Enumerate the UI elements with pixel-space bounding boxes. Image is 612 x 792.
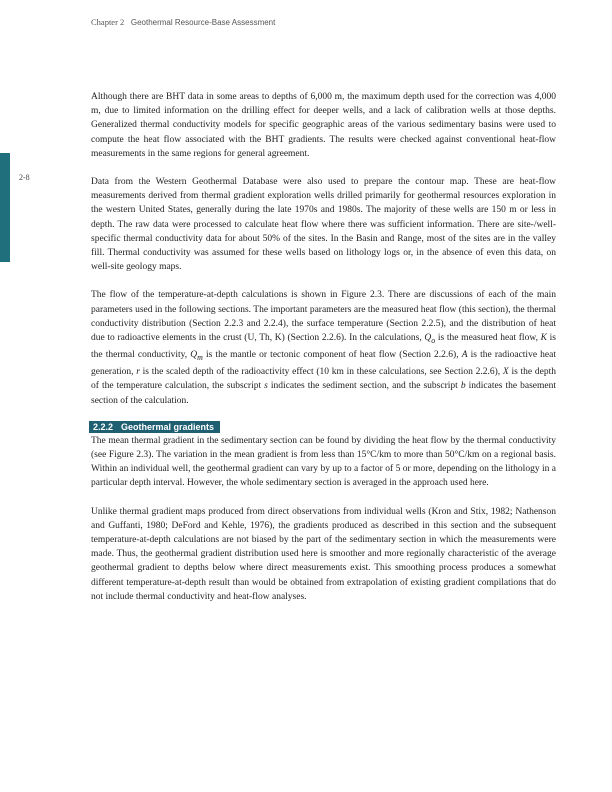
chapter-label: Chapter 2: [91, 17, 125, 27]
paragraph-western-database: Data from the Western Geothermal Database were also used to prepare the contour map. These are heat-flow measurements derived from thermal gradient exploration wells drilled primarily for geothermal resources exploration in the western United States, generally during the late 1970s and 1980s. The majority of these wells are 150 m or less in depth. The raw data were processed to calculate heat flow where there was sufficient information. There are site-/well-specific thermal conductivity data for about 50% of the sites. In the Basin and Range, most of the sites are in the valley fill. Thermal conductivity was assumed for these wells based on lithology logs or, in the absence of even this data, on well-site geology maps.: [91, 177, 556, 273]
section-heading: [89, 421, 220, 433]
paragraph-mean-gradient: The mean thermal gradient in the sedimentary section can be found by dividing the heat flow by the thermal conductivity (see Figure 2.3). The variation in the mean gradient is from less than 15°C/km to more than 50°C/km on a regional basis. Within an individual well, the geothermal gradient can vary by up to a factor of 5 or more, depending on the lithology in a particular depth interval. However, the whole sedimentary section is averaged in the approach used here.: [91, 435, 556, 489]
page-body: [91, 90, 556, 604]
chapter-title: Geothermal Resource-Base Assessment: [130, 18, 276, 27]
paragraph-calculation-flow: The flow of the temperature-at-depth calculations is shown in Figure 2.3. There are discussions of each of the main parameters used in the following sections. The important parameters are the measured heat flow (this section), the thermal conductivity distribution (Section 2.2.3 and 2.2.4), the surface temperature (Section 2.2.5), and the distribution of heat due to radioactive elements in the crust (U, Th, K) (Section 2.2.6). In the calculations, $Q_o$ is the measured heat flow, K is the thermal conductivity, $Q_m$ is the mantle or tectonic component of heat flow (Section 2.2.6), A is the radioactive heat generation, r is the scaled depth of the radioactivity effect (10 km in these calculations, see Section 2.2.6), X is the depth of the temperature calculation, the subscript s indicates the sediment section, and the subscript b indicates the basement section of the calculation.: [91, 290, 556, 406]
side-accent-bar: [0, 153, 10, 262]
running-header: [91, 17, 275, 27]
paragraph-bht-correction: Although there are BHT data in some areas to depths of 6,000 m, the maximum depth used for the correction was 4,000 m, due to limited information on the drilling effect for deeper wells, and a lack of calibration wells at those depths. Generalized thermal conductivity models for specific geographic areas of the various sedimentary basins were used to compute the heat flow associated with the BHT gradients. The results were checked against conventional heat-flow measurements in the same regions for general agreement.: [91, 92, 556, 159]
section-number: 2.2.2: [93, 421, 114, 432]
page-number: 2-8: [19, 173, 30, 182]
section-title: Geothermal gradients: [121, 421, 215, 432]
paragraph-gradient-maps: Unlike thermal gradient maps produced from direct observations from individual wells (Kron and Stix, 1982; Nathenson and Guffanti, 1980; DeFord and Kehle, 1976), the gradients produced as described in this section and the subsequent temperature-at-depth calculations are not biased by the part of the sedimentary section in which the measurements were made. Thus, the geothermal gradient distribution used here is smoother and more regionally characteristic of the average geothermal gradient to depths below where direct measurements exist. This smoothing process produces a somewhat different temperature-at-depth result than would be obtained from extrapolation of existing gradient compilations that do not include thermal conductivity and heat-flow analyses.: [91, 506, 556, 602]
